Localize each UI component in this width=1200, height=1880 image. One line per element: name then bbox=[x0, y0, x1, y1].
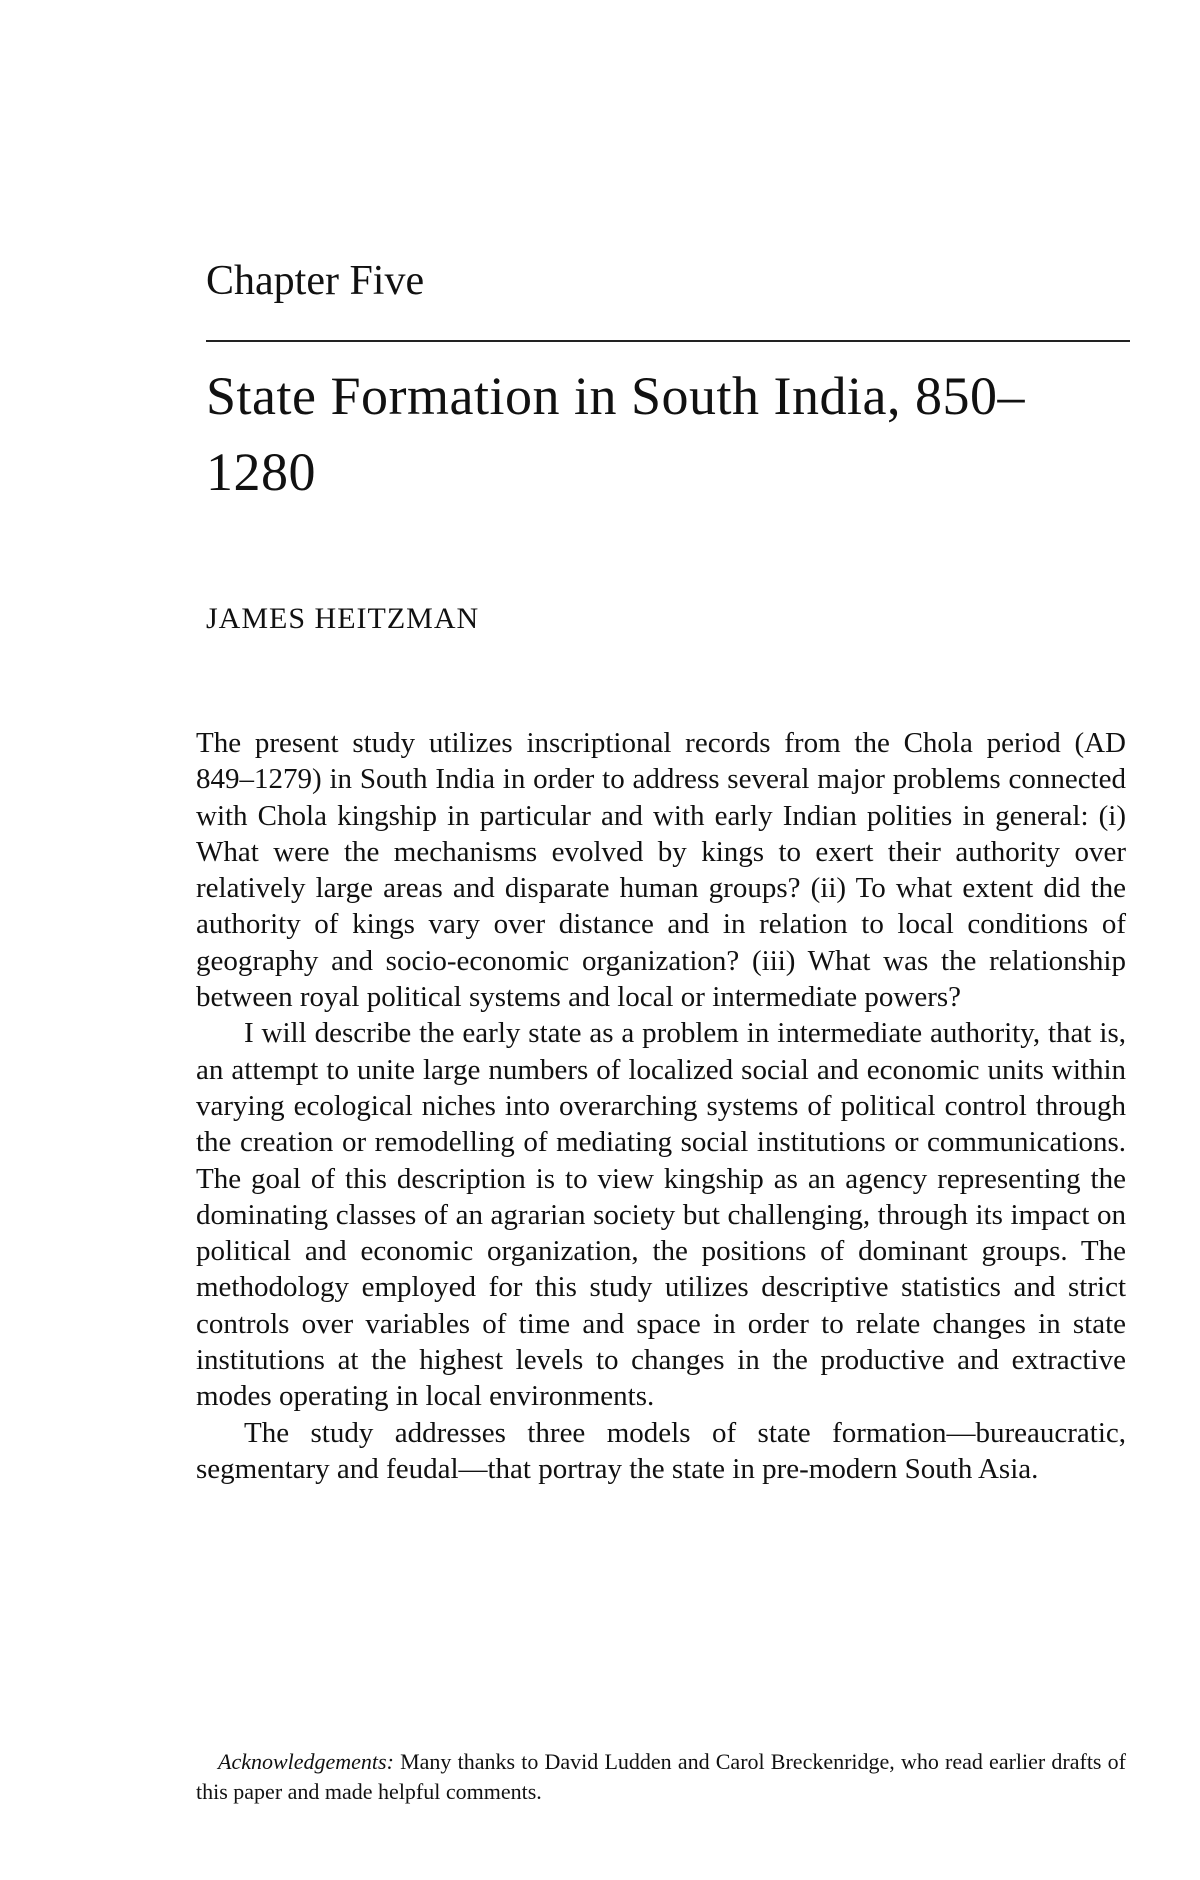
body-paragraph: I will describe the early state as a problem in intermediate authority, that is, an attempt to unite large numbers of localized social and economic units within varying ecological niches into overarching systems of political control through the creation or remodelling of mediating social institutions or communications. The goal of this description is to view kingship as an agency representing the dominating classes of an agrarian society but challenging, through its impact on political and economic organization, the positions of dominant groups. The methodology employed for this study utilizes descriptive statistics and strict controls over variables of time and space in order to relate changes in state institutions at the highest levels to changes in the productive and extractive modes operating in local environments. bbox=[196, 1017, 1126, 1413]
author-name: JAMES HEITZMAN bbox=[206, 602, 480, 635]
body-paragraph: The present study utilizes inscriptional records from the Chola period (AD 849–1279) in South India in order to address several major problems connected with Chola kingship in particular and with early Indian polities in general: (i) What were the mechanisms evolved by kings to exert their authority over relatively large areas and disparate human groups? (ii) To what extent did the authority of kings vary over distance and in relation to local conditions of geography and socio-economic organization? (iii) What was the relationship between royal political systems and local or intermediate powers? bbox=[196, 727, 1126, 1014]
chapter-label: Chapter Five bbox=[206, 258, 425, 304]
title-divider bbox=[206, 340, 1130, 342]
acknowledgements-footnote bbox=[196, 1747, 1126, 1807]
body-text bbox=[196, 725, 1126, 1487]
footnote-text: Many thanks to David Ludden and Carol Breckenridge, who read earlier drafts of this paper and made helpful comments. bbox=[196, 1749, 1126, 1804]
body-paragraph: The study addresses three models of state formation—bureaucratic, segmentary and feudal—that portray the state in pre-modern South Asia. bbox=[196, 1416, 1126, 1485]
footnote-lead: Acknowledgements: bbox=[218, 1749, 394, 1774]
chapter-title: State Formation in South India, 850–1280 bbox=[206, 366, 1025, 502]
